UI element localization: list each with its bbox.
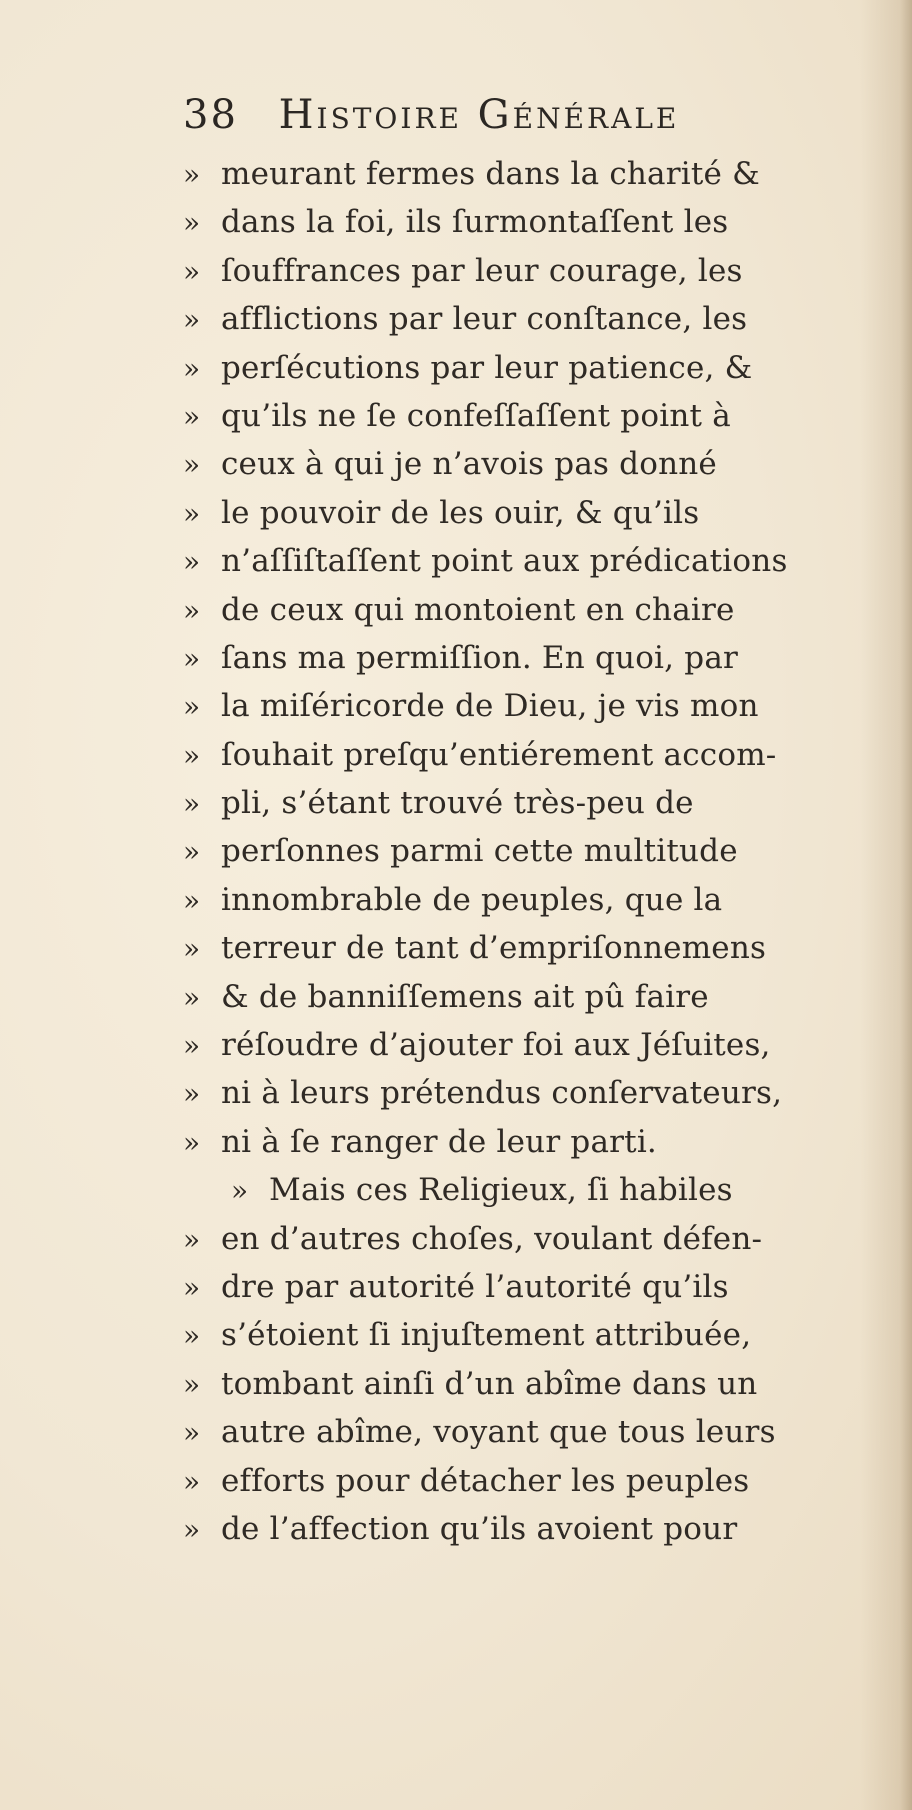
line-text: de l’affection qu’ils avoient pour [221, 1510, 738, 1547]
text-line [183, 489, 873, 537]
quote-mark: » [183, 1319, 201, 1353]
text-line [183, 1408, 873, 1456]
quote-mark: » [183, 448, 201, 482]
line-text: terreur de tant d’empriſonnemens [221, 930, 767, 967]
line-text: de ceux qui montoient en chaire [221, 591, 735, 628]
quote-mark: » [183, 351, 201, 385]
line-text: tombant ainſi d’un abîme dans un [221, 1365, 758, 1402]
quote-mark: » [183, 690, 201, 724]
quote-mark: » [183, 1125, 201, 1159]
page-number: 38 [183, 92, 238, 138]
line-text: ceux à qui je n’avois pas donné [221, 446, 717, 483]
running-header [183, 92, 823, 148]
quote-mark: » [183, 496, 201, 530]
text-line [183, 634, 873, 682]
quote-mark: » [183, 1416, 201, 1450]
line-text: dre par autorité l’autorité qu’ils [221, 1268, 729, 1305]
quote-mark: » [183, 206, 201, 240]
line-text: afflictions par leur conſtance, les [221, 301, 748, 338]
line-text: ni à ſe ranger de leur parti. [221, 1123, 657, 1160]
quote-mark: » [183, 158, 201, 191]
quote-mark: » [183, 545, 201, 579]
quote-mark: » [183, 883, 201, 917]
text-line [183, 1069, 873, 1117]
quote-mark: » [183, 1512, 201, 1546]
text-line [183, 440, 873, 488]
line-text: ſouhait preſqu’entiérement accom- [221, 736, 777, 773]
text-line [183, 682, 873, 730]
quote-mark: » [183, 787, 201, 821]
text-line [183, 1263, 873, 1311]
quote-mark: » [183, 1270, 201, 1304]
text-line [183, 731, 873, 779]
quote-mark: » [183, 1222, 201, 1256]
quote-mark: » [183, 1367, 201, 1401]
text-line [183, 1311, 873, 1359]
line-text: réſoudre d’ajouter foi aux Jéſuites, [221, 1027, 771, 1064]
line-text: innombrable de peuples, que la [221, 881, 723, 918]
text-line [183, 1360, 873, 1408]
line-text: la miſéricorde de Dieu, je vis mon [221, 688, 759, 725]
quote-mark: » [183, 254, 201, 288]
line-text: autre abîme, voyant que tous leurs [221, 1414, 776, 1451]
running-title: Histoire Générale [278, 92, 680, 138]
text-line [183, 295, 873, 343]
line-text: n’aſſiſtaſſent point aux prédications [221, 543, 788, 580]
quote-mark: » [183, 593, 201, 627]
body-text [183, 150, 873, 1553]
line-text: ni à leurs prétendus conſervateurs, [221, 1075, 783, 1112]
text-line [183, 876, 873, 924]
quote-mark: » [183, 835, 201, 869]
text-line [183, 779, 873, 827]
line-text: s’étoient ſi injuſtement attribuée, [221, 1317, 752, 1354]
text-line [183, 827, 873, 875]
line-text: perſonnes parmi cette multitude [221, 833, 738, 870]
line-text: qu’ils ne ſe confeſſaſſent point à [221, 397, 731, 434]
text-line [183, 1215, 873, 1263]
line-text: ſouffrances par leur courage, les [221, 252, 743, 289]
text-line [183, 973, 873, 1021]
line-text: & de banniſſemens ait pû faire [221, 978, 709, 1015]
line-text: en d’autres choſes, voulant défen- [221, 1220, 763, 1257]
quote-mark: » [183, 932, 201, 966]
line-text: ſans ma permiſſion. En quoi, par [221, 639, 739, 676]
line-text: Mais ces Religieux, ſi habiles [269, 1172, 733, 1209]
quote-mark: » [183, 641, 201, 675]
text-line [183, 1505, 873, 1553]
line-text: efforts pour détacher les peuples [221, 1462, 750, 1499]
text-line [183, 392, 873, 440]
line-text: perſécutions par leur patience, & [221, 349, 753, 386]
text-line [183, 198, 873, 246]
text-line [183, 1021, 873, 1069]
quote-mark: » [183, 1464, 201, 1498]
line-text: pli, s’étant trouvé très-peu de [221, 785, 694, 822]
quote-mark: » [183, 738, 201, 772]
quote-mark: » [183, 303, 201, 337]
text-line [183, 924, 873, 972]
line-text: le pouvoir de les ouir, & qu’ils [221, 494, 700, 531]
text-line [183, 537, 873, 585]
text-line [183, 1118, 873, 1166]
quote-mark: » [183, 1077, 201, 1111]
line-text: dans la foi, ils ſurmontaſſent les [221, 204, 729, 241]
quote-mark: » [183, 399, 201, 433]
text-line [183, 150, 873, 198]
text-line [183, 1457, 873, 1505]
text-line [183, 586, 873, 634]
text-line [183, 1166, 873, 1214]
text-line [183, 344, 873, 392]
text-line [183, 247, 873, 295]
quote-mark: » [183, 1029, 201, 1063]
quote-mark: » [231, 1174, 249, 1208]
quote-mark: » [183, 980, 201, 1014]
line-text: meurant fermes dans la charité & [221, 156, 760, 192]
